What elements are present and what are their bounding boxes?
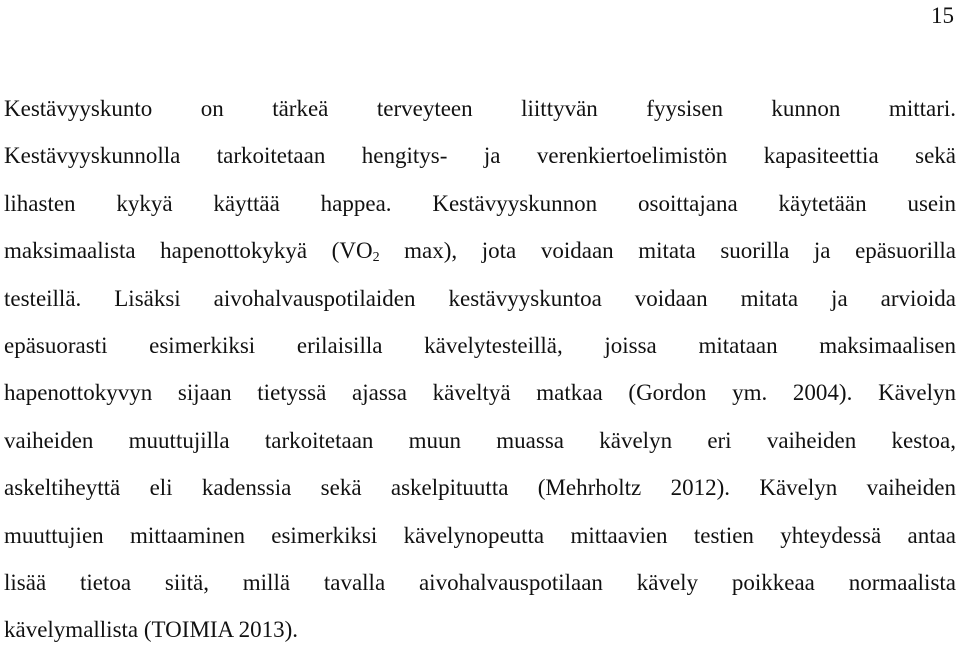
text-line: Kestävyyskunnolla tarkoitetaan hengitys- ja verenkiertoelimistön kapasiteettia sekä bbox=[4, 143, 956, 169]
text-line: lisää tietoa siitä, millä tavalla aivohalvauspotilaan kävely poikkeaa normaalista bbox=[4, 569, 956, 595]
vo2-subscript: 2 bbox=[372, 250, 380, 266]
vo2-line-before: maksimaalista hapenottokykyä (VO bbox=[4, 238, 373, 264]
text-line: lihasten kykyä käyttää happea. Kestävyyskunnon osoittajana käytetään usein bbox=[4, 190, 956, 216]
page-number: 15 bbox=[931, 3, 954, 28]
body-paragraph bbox=[4, 85, 956, 654]
text-line: muuttujien mittaaminen esimerkiksi kävelynopeutta mittaavien testien yhteydessä antaa bbox=[4, 522, 956, 548]
text-line: hapenottokyvyn sijaan tietyssä ajassa käveltyä matkaa (Gordon ym. 2004). Kävelyn bbox=[4, 380, 956, 406]
text-line: testeillä. Lisäksi aivohalvauspotilaiden kestävyyskuntoa voidaan mitata ja arvioida bbox=[4, 285, 956, 311]
text-line: kävelymallista (TOIMIA 2013). bbox=[4, 617, 299, 643]
text-line: vaiheiden muuttujilla tarkoitetaan muun muassa kävelyn eri vaiheiden kestoa, bbox=[4, 427, 956, 453]
text-line: Kestävyyskunto on tärkeä terveyteen liittyvän fyysisen kunnon mittari. bbox=[4, 96, 956, 121]
text-line: askeltiheyttä eli kadenssia sekä askelpituutta (Mehrholtz 2012). Kävelyn vaiheiden bbox=[4, 475, 956, 501]
text-line: epäsuorasti esimerkiksi erilaisilla kävelytesteillä, joissa mitataan maksimaalisen bbox=[4, 332, 956, 358]
text-line-vo2 bbox=[4, 227, 956, 274]
vo2-line-after: max), jota voidaan mitata suorilla ja epäsuorilla bbox=[404, 238, 956, 264]
